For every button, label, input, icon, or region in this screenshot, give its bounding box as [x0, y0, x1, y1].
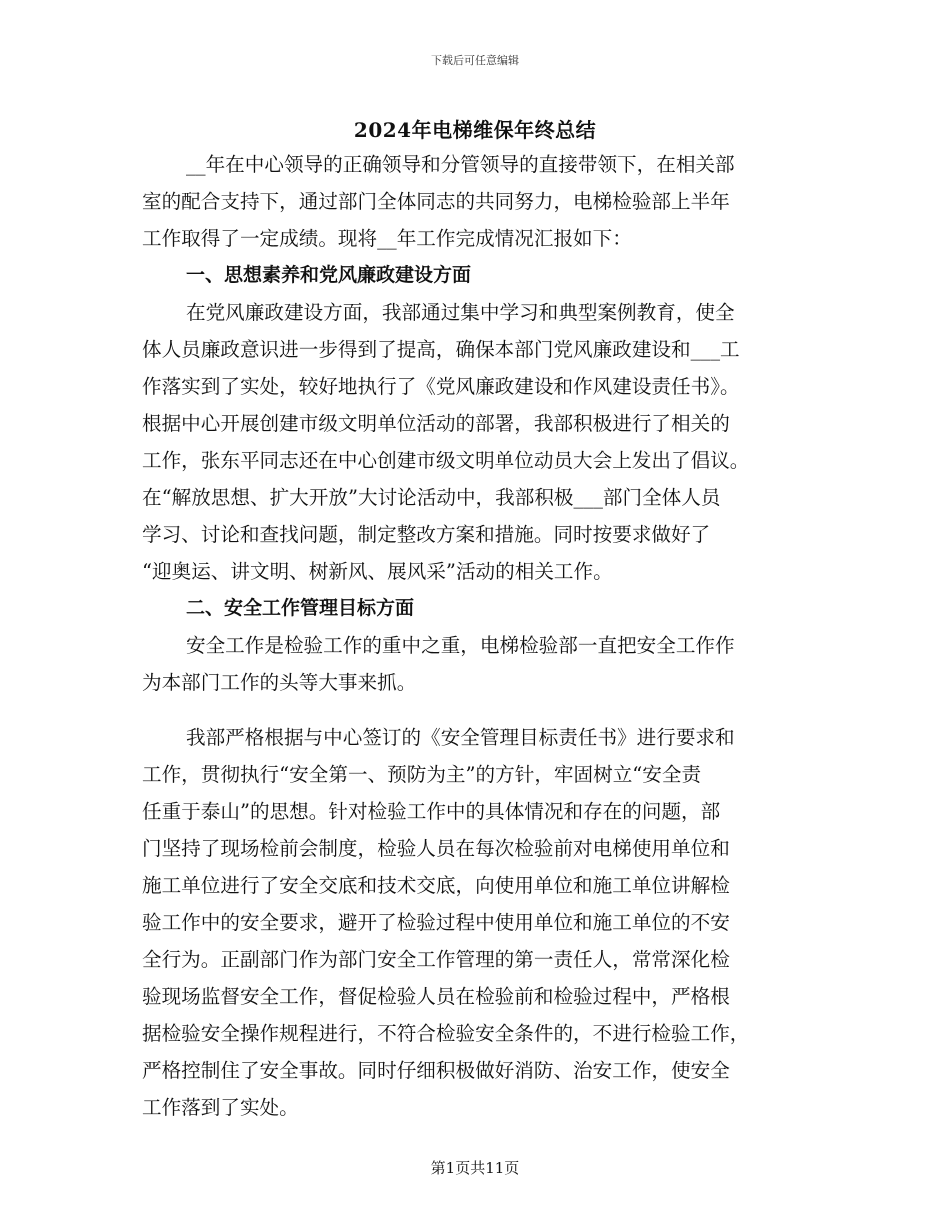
text-line: 施工单位进行了安全交底和技术交底，向使用单位和施工单位讲解检 [142, 874, 730, 897]
text-line: __年在中心领导的正确领导和分管领导的直接带领下，在相关部 [186, 153, 735, 176]
section-heading: 二、安全工作管理目标方面 [186, 597, 415, 619]
text-line: 全行为。正副部门作为部门安全工作管理的第一责任人，常常深化检 [142, 948, 730, 971]
text-line: 工作落到了实处。 [142, 1096, 299, 1119]
text-line: 在党风廉政建设方面，我部通过集中学习和典型案例教育，使全 [186, 301, 735, 324]
text-line: 工作，张东平同志还在中心创建市级文明单位动员大会上发出了倡议。 [142, 449, 750, 472]
text-line: 室的配合支持下，通过部门全体同志的共同努力，电梯检验部上半年 [142, 190, 730, 213]
page-footer: 第1页共11页 [430, 1159, 520, 1177]
document-title: 2024年电梯维保年终总结 [353, 118, 597, 142]
text-line: 作落实到了实处，较好地执行了《党风廉政建设和作风建设责任书》。 [142, 375, 740, 398]
text-line: 在“解放思想、扩大开放”大讨论活动中，我部积极___部门全体人员 [142, 486, 721, 509]
page-header-note: 下载后可任意编辑 [431, 54, 519, 67]
text-line: 安全工作是检验工作的重中之重，电梯检验部一直把安全工作作 [186, 634, 735, 657]
text-line: 据检验安全操作规程进行，不符合检验安全条件的，不进行检验工作， [142, 1022, 750, 1045]
text-line: 体人员廉政意识进一步得到了提高，确保本部门党风廉政建设和___工 [142, 338, 740, 361]
text-line: 门坚持了现场检前会制度，检验人员在每次检验前对电梯使用单位和 [142, 837, 730, 860]
text-line: 任重于泰山”的思想。针对检验工作中的具体情况和存在的问题，部 [142, 800, 721, 823]
paragraph-spacer [142, 701, 812, 719]
text-line: 为本部门工作的头等大事来抓。 [142, 671, 417, 694]
text-line: 严格控制住了安全事故。同时仔细积极做好消防、治安工作，使安全 [142, 1059, 730, 1082]
text-line: “迎奥运、讲文明、树新风、展风采”活动的相关工作。 [142, 560, 613, 583]
document-body [142, 146, 812, 1126]
section-heading: 一、思想素养和党风廉政建设方面 [186, 264, 472, 286]
text-line: 根据中心开展创建市级文明单位活动的部署，我部积极进行了相关的 [142, 412, 730, 435]
text-line: 工作，贯彻执行“安全第一、预防为主”的方针，牢固树立“安全责 [142, 763, 702, 786]
text-line: 工作取得了一定成绩。现将__年工作完成情况汇报如下： [142, 227, 632, 250]
text-line: 我部严格根据与中心签订的《安全管理目标责任书》进行要求和 [186, 726, 735, 749]
text-line: 学习、讨论和查找问题，制定整改方案和措施。同时按要求做好了 [142, 523, 711, 546]
text-line: 验现场监督安全工作，督促检验人员在检验前和检验过程中，严格根 [142, 985, 730, 1008]
text-line: 验工作中的安全要求，避开了检验过程中使用单位和施工单位的不安 [142, 911, 730, 934]
